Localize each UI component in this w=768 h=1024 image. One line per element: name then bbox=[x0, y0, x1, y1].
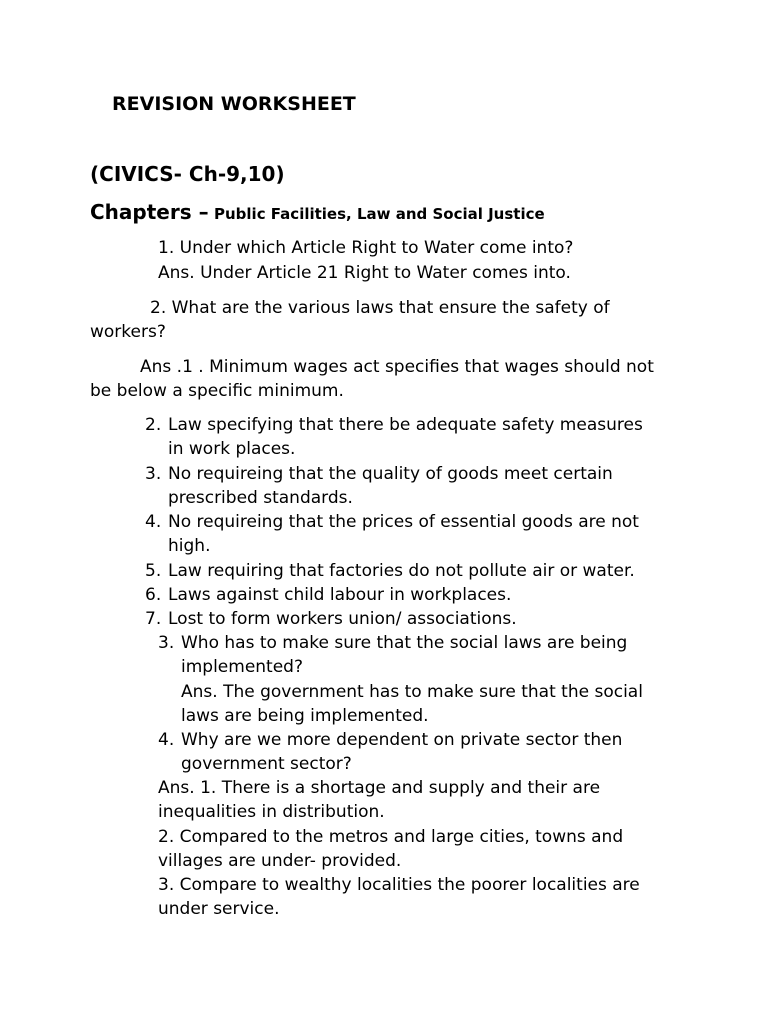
list-item-num: 3. bbox=[145, 464, 162, 484]
chapters-text: Public Facilities, Law and Social Justice bbox=[214, 205, 545, 223]
answer-4-item-cont: villages are under- provided. bbox=[158, 851, 402, 871]
list-item-num: 7. bbox=[145, 609, 162, 629]
question-2-line-2: workers? bbox=[90, 322, 166, 342]
worksheet-title: REVISION WORKSHEET bbox=[112, 93, 356, 115]
list-item: No requireing that the quality of goods meet certain bbox=[168, 464, 613, 484]
chapters-label: Chapters – bbox=[90, 200, 209, 224]
subject-heading: (CIVICS- Ch-9,10) bbox=[90, 162, 285, 186]
list-item-cont: prescribed standards. bbox=[168, 488, 353, 508]
answer-4-item-cont: under service. bbox=[158, 899, 280, 919]
answer-4-item-cont: inequalities in distribution. bbox=[158, 802, 385, 822]
answer-2-line-1: Ans .1 . Minimum wages act specifies that wages should not bbox=[140, 357, 654, 377]
answer-1: Ans. Under Article 21 Right to Water comes into. bbox=[158, 263, 571, 283]
answer-4-item: Ans. 1. There is a shortage and supply and their are bbox=[158, 778, 601, 798]
question-4-num: 4. bbox=[158, 730, 175, 750]
question-4-line-2: government sector? bbox=[181, 754, 352, 774]
question-2-line-1: 2. What are the various laws that ensure the safety of bbox=[150, 298, 610, 318]
list-item-cont: high. bbox=[168, 536, 211, 556]
list-item: Laws against child labour in workplaces. bbox=[168, 585, 512, 605]
answer-3-line-1: Ans. The government has to make sure that the social bbox=[181, 682, 643, 702]
list-item-num: 6. bbox=[145, 585, 162, 605]
question-3-num: 3. bbox=[158, 633, 175, 653]
list-item: No requireing that the prices of essential goods are not bbox=[168, 512, 639, 532]
list-item: Law specifying that there be adequate safety measures bbox=[168, 415, 643, 435]
list-item: Lost to form workers union/ associations. bbox=[168, 609, 517, 629]
list-item: Law requiring that factories do not pollute air or water. bbox=[168, 561, 635, 581]
answer-4-item: 2. Compared to the metros and large cities, towns and bbox=[158, 827, 624, 847]
question-4-line-1: Why are we more dependent on private sector then bbox=[181, 730, 623, 750]
answer-2-line-2: be below a specific minimum. bbox=[90, 381, 344, 401]
answer-3-line-2: laws are being implemented. bbox=[181, 706, 429, 726]
question-3-line-1: Who has to make sure that the social laws are being bbox=[181, 633, 628, 653]
list-item-num: 4. bbox=[145, 512, 162, 532]
list-item-num: 2. bbox=[145, 415, 162, 435]
answer-4-item: 3. Compare to wealthy localities the poorer localities are bbox=[158, 875, 640, 895]
chapters-heading bbox=[90, 200, 545, 226]
list-item-num: 5. bbox=[145, 561, 162, 581]
question-1: 1. Under which Article Right to Water come into? bbox=[158, 238, 574, 258]
question-3-line-2: implemented? bbox=[181, 657, 303, 677]
list-item-cont: in work places. bbox=[168, 439, 296, 459]
